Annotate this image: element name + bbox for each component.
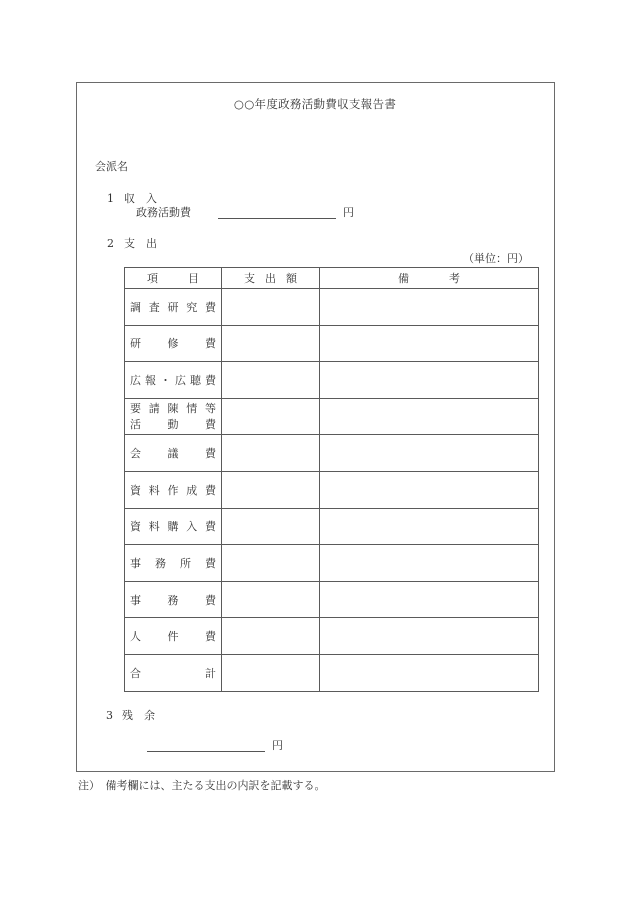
income-unit: 円 (343, 206, 354, 219)
table-row (125, 398, 539, 435)
amount-cell[interactable] (222, 398, 320, 435)
item-office: 事 務 所 費 (125, 545, 222, 582)
header-item: 項 目 (125, 268, 222, 289)
remarks-cell[interactable] (320, 289, 539, 326)
item-meeting: 会 議 費 (125, 435, 222, 472)
amount-cell[interactable] (222, 508, 320, 545)
unit-note: （単位：円） (463, 252, 529, 265)
faction-name-label: 会派名 (95, 160, 128, 173)
table-row (125, 325, 539, 362)
total-amount-cell[interactable] (222, 654, 320, 691)
item-public-relations: 広 報 ・ 広 聴 費 (125, 362, 222, 399)
item-material-purchase: 資 料 購 入 費 (125, 508, 222, 545)
header-amount: 支 出 額 (222, 268, 320, 289)
section3-heading: 残 余 (122, 709, 155, 722)
item-material-preparation: 資 料 作 成 費 (125, 471, 222, 508)
table-row (125, 508, 539, 545)
item-total: 合 計 (125, 654, 222, 691)
remarks-cell[interactable] (320, 618, 539, 655)
remarks-cell[interactable] (320, 508, 539, 545)
table-row (125, 435, 539, 472)
item-personnel: 人 件 費 (125, 618, 222, 655)
item-petition-activity: 要 請 陳 情 等 活 動 費 (125, 398, 222, 435)
remarks-cell[interactable] (320, 471, 539, 508)
footnote: 注） 備考欄には、主たる支出の内訳を記載する。 (78, 779, 326, 792)
remarks-cell[interactable] (320, 398, 539, 435)
table-row (125, 471, 539, 508)
expenditure-table (124, 267, 539, 692)
item-administrative: 事 務 費 (125, 581, 222, 618)
header-remarks: 備 考 (320, 268, 539, 289)
table-header-row (125, 268, 539, 289)
amount-cell[interactable] (222, 545, 320, 582)
table-row (125, 581, 539, 618)
item-training: 研 修 費 (125, 325, 222, 362)
section2-heading: 支 出 (124, 237, 157, 250)
total-remarks-cell[interactable] (320, 654, 539, 691)
table-row (125, 362, 539, 399)
table-row (125, 618, 539, 655)
section1-heading: 収 入 (124, 192, 157, 205)
remarks-cell[interactable] (320, 545, 539, 582)
amount-cell[interactable] (222, 435, 320, 472)
section2-number: 2 (107, 237, 114, 250)
item-research: 調 査 研 究 費 (125, 289, 222, 326)
section3-number: 3 (106, 709, 113, 722)
amount-cell[interactable] (222, 362, 320, 399)
amount-cell[interactable] (222, 471, 320, 508)
remarks-cell[interactable] (320, 362, 539, 399)
table-row (125, 545, 539, 582)
amount-cell[interactable] (222, 325, 320, 362)
income-amount-field[interactable] (218, 218, 336, 219)
table-row-total (125, 654, 539, 691)
income-item-label: 政務活動費 (136, 206, 191, 219)
amount-cell[interactable] (222, 618, 320, 655)
amount-cell[interactable] (222, 289, 320, 326)
table-row (125, 289, 539, 326)
remarks-cell[interactable] (320, 581, 539, 618)
section1-number: 1 (107, 192, 114, 205)
balance-unit: 円 (272, 739, 283, 752)
document-title: ○○年度政務活動費収支報告書 (233, 97, 397, 111)
remarks-cell[interactable] (320, 435, 539, 472)
remarks-cell[interactable] (320, 325, 539, 362)
balance-amount-field[interactable] (147, 751, 265, 752)
amount-cell[interactable] (222, 581, 320, 618)
